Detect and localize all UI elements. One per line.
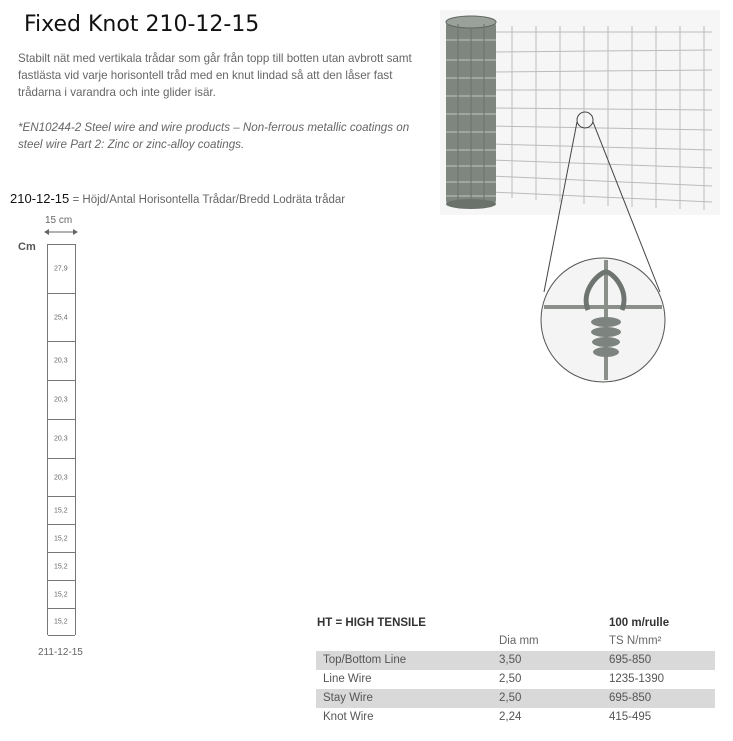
mesh-cell bbox=[48, 581, 75, 609]
wire-diameter: 2,24 bbox=[499, 711, 522, 723]
table-row bbox=[316, 689, 715, 708]
mesh-cell bbox=[48, 553, 75, 581]
wire-name: Knot Wire bbox=[323, 711, 374, 723]
formula-code: 210-12-15 bbox=[10, 191, 70, 206]
table-row bbox=[316, 670, 715, 689]
mesh-cell bbox=[48, 459, 75, 497]
spacing-label: 20,3 bbox=[54, 396, 68, 404]
code-formula bbox=[10, 191, 345, 206]
column-header-tensile: TS N/mm² bbox=[609, 635, 662, 647]
spacing-label: 15,2 bbox=[54, 507, 68, 514]
spacing-label: 25,4 bbox=[54, 314, 68, 321]
wire-tensile: 415-495 bbox=[609, 711, 652, 723]
mesh-cell bbox=[48, 294, 75, 342]
wire-tensile: 1235-1390 bbox=[609, 673, 664, 685]
unit-label: Cm bbox=[18, 241, 36, 253]
spacing-label: 15,2 bbox=[54, 591, 68, 598]
spec-heading: HT = HIGH TENSILE bbox=[317, 617, 426, 629]
table-row bbox=[316, 708, 715, 727]
spacing-label: 15,2 bbox=[54, 535, 68, 542]
mesh-cell bbox=[48, 609, 75, 636]
width-label: 15 cm bbox=[45, 215, 73, 226]
width-arrow-icon bbox=[44, 228, 78, 236]
wire-name: Stay Wire bbox=[323, 692, 373, 704]
mesh-cell bbox=[48, 245, 75, 294]
wire-tensile: 695-850 bbox=[609, 654, 652, 666]
page-title: Fixed Knot 210-12-15 bbox=[24, 12, 260, 37]
fence-roll-image bbox=[440, 10, 720, 390]
wire-diameter: 2,50 bbox=[499, 692, 522, 704]
mesh-cell bbox=[48, 342, 75, 381]
spacing-label: 20,3 bbox=[54, 474, 68, 481]
wire-diameter: 2,50 bbox=[499, 673, 522, 685]
mesh-cell bbox=[48, 381, 75, 420]
wire-name: Top/Bottom Line bbox=[323, 654, 407, 666]
spacing-label: 20,3 bbox=[54, 435, 68, 443]
roll-length: 100 m/rulle bbox=[609, 617, 670, 629]
mesh-cell bbox=[48, 497, 75, 525]
formula-text: = Höjd/Antal Horisontella Trådar/Bredd Lodräta trådar bbox=[69, 194, 346, 206]
spec-table bbox=[316, 651, 715, 727]
spacing-label: 20,3 bbox=[54, 357, 68, 365]
product-description: Stabilt nät med vertikala trådar som går från topp till botten utan avbrott samt fastlästa vid varje horisontell tråd med en knut lindad så att den låser fast trådarna i varandra och inte glider isär. bbox=[18, 52, 412, 99]
spacing-label: 27,9 bbox=[54, 265, 68, 273]
model-code: 211-12-15 bbox=[38, 647, 83, 658]
spacing-label: 15,2 bbox=[54, 618, 68, 626]
table-row bbox=[316, 651, 715, 670]
column-header-diameter: Dia mm bbox=[499, 635, 539, 647]
wire-tensile: 695-850 bbox=[609, 692, 652, 704]
mesh-spacing-diagram bbox=[47, 244, 76, 635]
spacing-label: 15,2 bbox=[54, 563, 68, 570]
mesh-cell bbox=[48, 420, 75, 459]
wire-name: Line Wire bbox=[323, 673, 372, 685]
standard-note: *EN10244-2 Steel wire and wire products – Non-ferrous metallic coatings on steel wire Part 2: Zinc or zinc-alloy coatings. bbox=[18, 121, 410, 151]
mesh-cell bbox=[48, 525, 75, 553]
wire-diameter: 3,50 bbox=[499, 654, 522, 666]
